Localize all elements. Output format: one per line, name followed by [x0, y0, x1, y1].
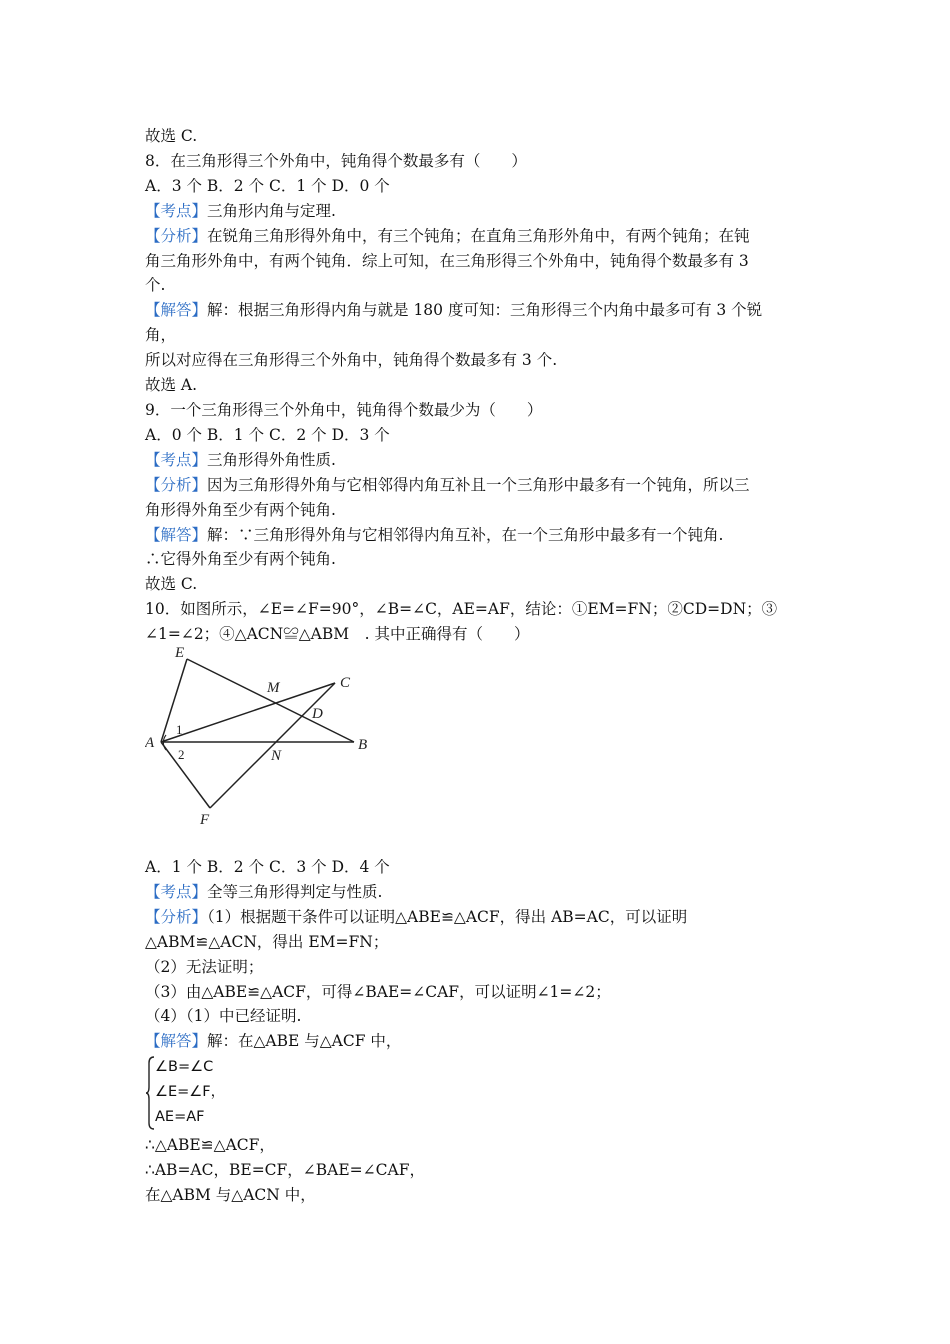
question-8-options: A．3 个 B．2 个 C．1 个 D．0 个 [145, 176, 390, 195]
label-e: E [175, 647, 185, 662]
q9-fenxi-2: 角形得外角至少有两个钝角. [145, 500, 336, 519]
label-b: B [358, 737, 368, 754]
q10-fenxi-4: （3）由△ABE≌△ACF，可得∠BAE=∠CAF，可以证明∠1=∠2； [145, 982, 611, 1001]
segment-ae [161, 659, 187, 742]
segment-eb [187, 659, 354, 742]
fenxi-tag: 【分析】 [145, 475, 208, 494]
q8-answer: 故选 A. [145, 376, 198, 395]
kaodian-tag: 【考点】 [145, 201, 208, 220]
document-page [145, 124, 805, 1208]
label-f: F [200, 812, 210, 829]
q10-fenxi: 【分析】（1）根据题干条件可以证明△ABE≌△ACF，得出 AB=AC，可以证明 [145, 907, 688, 926]
q10-jieda: 【解答】解：在△ABE 与△ACF 中， [145, 1032, 402, 1051]
question-9-options: A．0 个 B．1 个 C．2 个 D．3 个 [145, 425, 390, 444]
kaodian-tag: 【考点】 [145, 882, 208, 901]
q10-conclusion-1: ∴△ABE≌△ACF， [145, 1136, 275, 1155]
left-brace-icon [145, 1055, 155, 1131]
equation-row-1: ∠B=∠C [155, 1059, 214, 1076]
q8-fenxi-3: 个. [145, 276, 166, 295]
q8-jieda: 【解答】解：根据三角形得内角与就是 180 度可知：三角形得三个内角中最多可有 3 个锐 [145, 301, 763, 320]
label-n: N [271, 748, 282, 765]
jieda-tag: 【解答】 [145, 301, 208, 320]
q10-conclusion-2: ∴AB=AC，BE=CF，∠BAE=∠CAF， [145, 1161, 425, 1180]
fenxi-tag: 【分析】 [145, 907, 208, 926]
question-8: 8．在三角形得三个外角中，钝角得个数最多有（ ） [145, 151, 527, 170]
q8-fenxi-2: 角三角形外角中，有两个钝角．综上可知，在三角形得三个外角中，钝角得个数最多有 3 [145, 251, 749, 270]
q9-answer: 故选 C. [145, 575, 198, 594]
question-10-options: A．1 个 B．2 个 C．3 个 D．4 个 [145, 858, 390, 877]
label-a: A [145, 735, 155, 752]
label-angle-1: 1 [176, 722, 183, 738]
answer-line: 故选 C. [145, 127, 198, 145]
q10-conclusion-3: 在△ABM 与△ACN 中， [145, 1186, 316, 1205]
q8-kaodian: 【考点】三角形内角与定理. [145, 201, 336, 220]
label-angle-2: 2 [178, 747, 185, 763]
q9-jieda: 【解答】解：∵三角形得外角与它相邻得内角互补，在一个三角形中最多有一个钝角. [145, 525, 724, 544]
q10-fenxi-2: △ABM≌△ACN，得出 EM=FN； [145, 932, 389, 951]
q9-fenxi: 【分析】因为三角形得外角与它相邻得内角互补且一个三角形中最多有一个钝角，所以三 [145, 475, 750, 494]
label-d: D [312, 706, 323, 723]
equation-row-2: ∠E=∠F， [155, 1084, 226, 1101]
q9-kaodian: 【考点】三角形得外角性质. [145, 450, 336, 469]
segment-af [161, 742, 210, 808]
q10-fenxi-5: （4）（1）中已经证明. [145, 1007, 302, 1026]
triangle-diagram [145, 647, 385, 855]
geometry-figure [145, 647, 805, 855]
kaodian-tag: 【考点】 [145, 450, 208, 469]
fenxi-tag: 【分析】 [145, 226, 208, 245]
q9-jieda-2: ∴它得外角至少有两个钝角. [145, 550, 336, 569]
q10-fenxi-3: （2）无法证明； [145, 957, 264, 976]
jieda-tag: 【解答】 [145, 1032, 208, 1051]
question-10: 10．如图所示，∠E=∠F=90°，∠B=∠C，AE=AF，结论：①EM=FN；②CD=DN；③ [145, 600, 778, 619]
q8-jieda-2: 角， [145, 326, 177, 345]
segment-ac [161, 683, 335, 742]
label-m: M [267, 680, 280, 697]
jieda-tag: 【解答】 [145, 525, 208, 544]
equation-row-3: AE=AF [155, 1109, 205, 1126]
q10-kaodian: 【考点】全等三角形得判定与性质. [145, 882, 383, 901]
q8-fenxi: 【分析】在锐角三角形得外角中，有三个钝角；在直角三角形外角中，有两个钝角；在钝 [145, 226, 750, 245]
question-10-2: ∠1=∠2；④△ACN≌△ABM . 其中正确得有（ ） [145, 625, 530, 644]
question-9: 9．一个三角形得三个外角中，钝角得个数最少为（ ） [145, 400, 543, 419]
label-c: C [340, 675, 351, 692]
equation-system [145, 1055, 805, 1131]
q8-jieda-3: 所以对应得在三角形得三个外角中，钝角得个数最多有 3 个. [145, 351, 558, 370]
